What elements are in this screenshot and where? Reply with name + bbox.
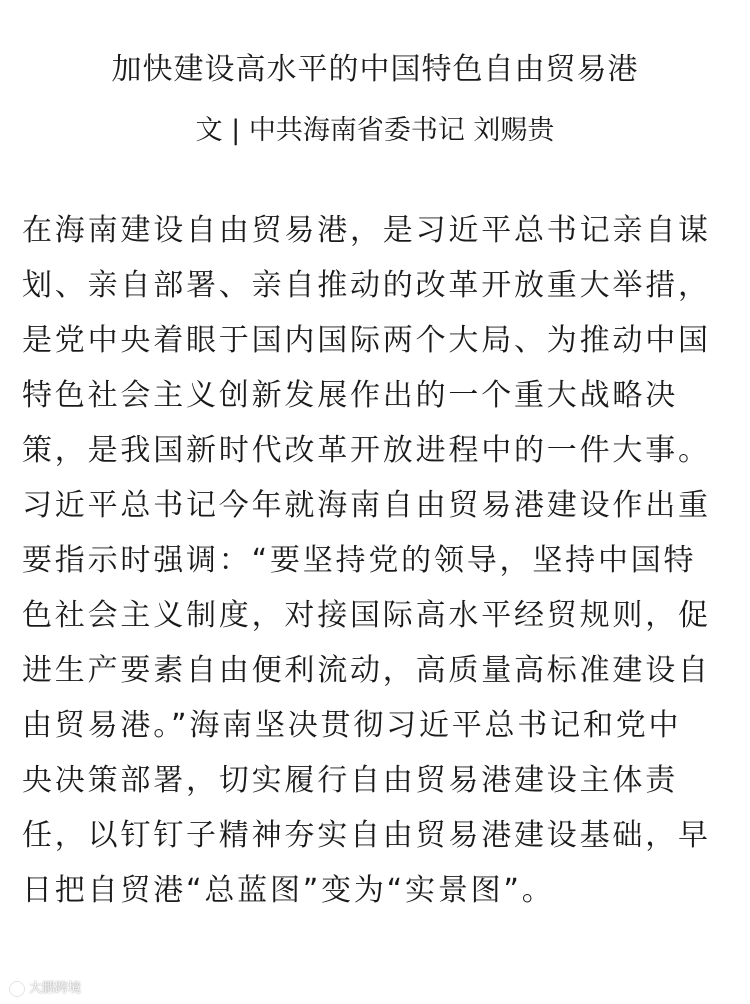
watermark-text: 大鹏跨境: [29, 981, 82, 996]
body-line: 策，是我国新时代改革开放进程中的一件大事。: [22, 433, 711, 468]
body-line: 由贸易港。”海南坚决贯彻习近平总书记和党中: [22, 708, 682, 743]
body-line: 在海南建设自由贸易港，是习近平总书记亲自谋: [22, 213, 711, 248]
article-byline: 文 | 中共海南省委书记 刘赐贵: [195, 115, 555, 146]
brand-logo-icon: [8, 980, 26, 998]
watermark: [8, 978, 81, 1000]
body-line: 特色社会主义创新发展作出的一个重大战略决: [22, 378, 678, 413]
article-title: 加快建设高水平的中国特色自由贸易港: [111, 52, 639, 87]
body-line: 央决策部署，切实履行自由贸易港建设主体责: [22, 763, 678, 798]
body-line: 进生产要素自由便利流动，高质量高标准建设自: [22, 653, 711, 688]
body-line: 习近平总书记今年就海南自由贸易港建设作出重: [22, 488, 711, 523]
article-body: [22, 203, 734, 918]
body-line: 划、亲自部署、亲自推动的改革开放重大举措，: [22, 268, 711, 303]
body-line: 要指示时强调：“要坚持党的领导，坚持中国特: [22, 543, 697, 578]
body-line: 色社会主义制度，对接国际高水平经贸规则，促: [22, 598, 711, 633]
body-line: 任，以钉钉子精神夯实自由贸易港建设基础，早: [22, 818, 711, 853]
body-line: 是党中央着眼于国内国际两个大局、为推动中国: [22, 323, 711, 358]
body-line: 日把自贸港“总蓝图”变为“实景图”。: [22, 873, 555, 908]
